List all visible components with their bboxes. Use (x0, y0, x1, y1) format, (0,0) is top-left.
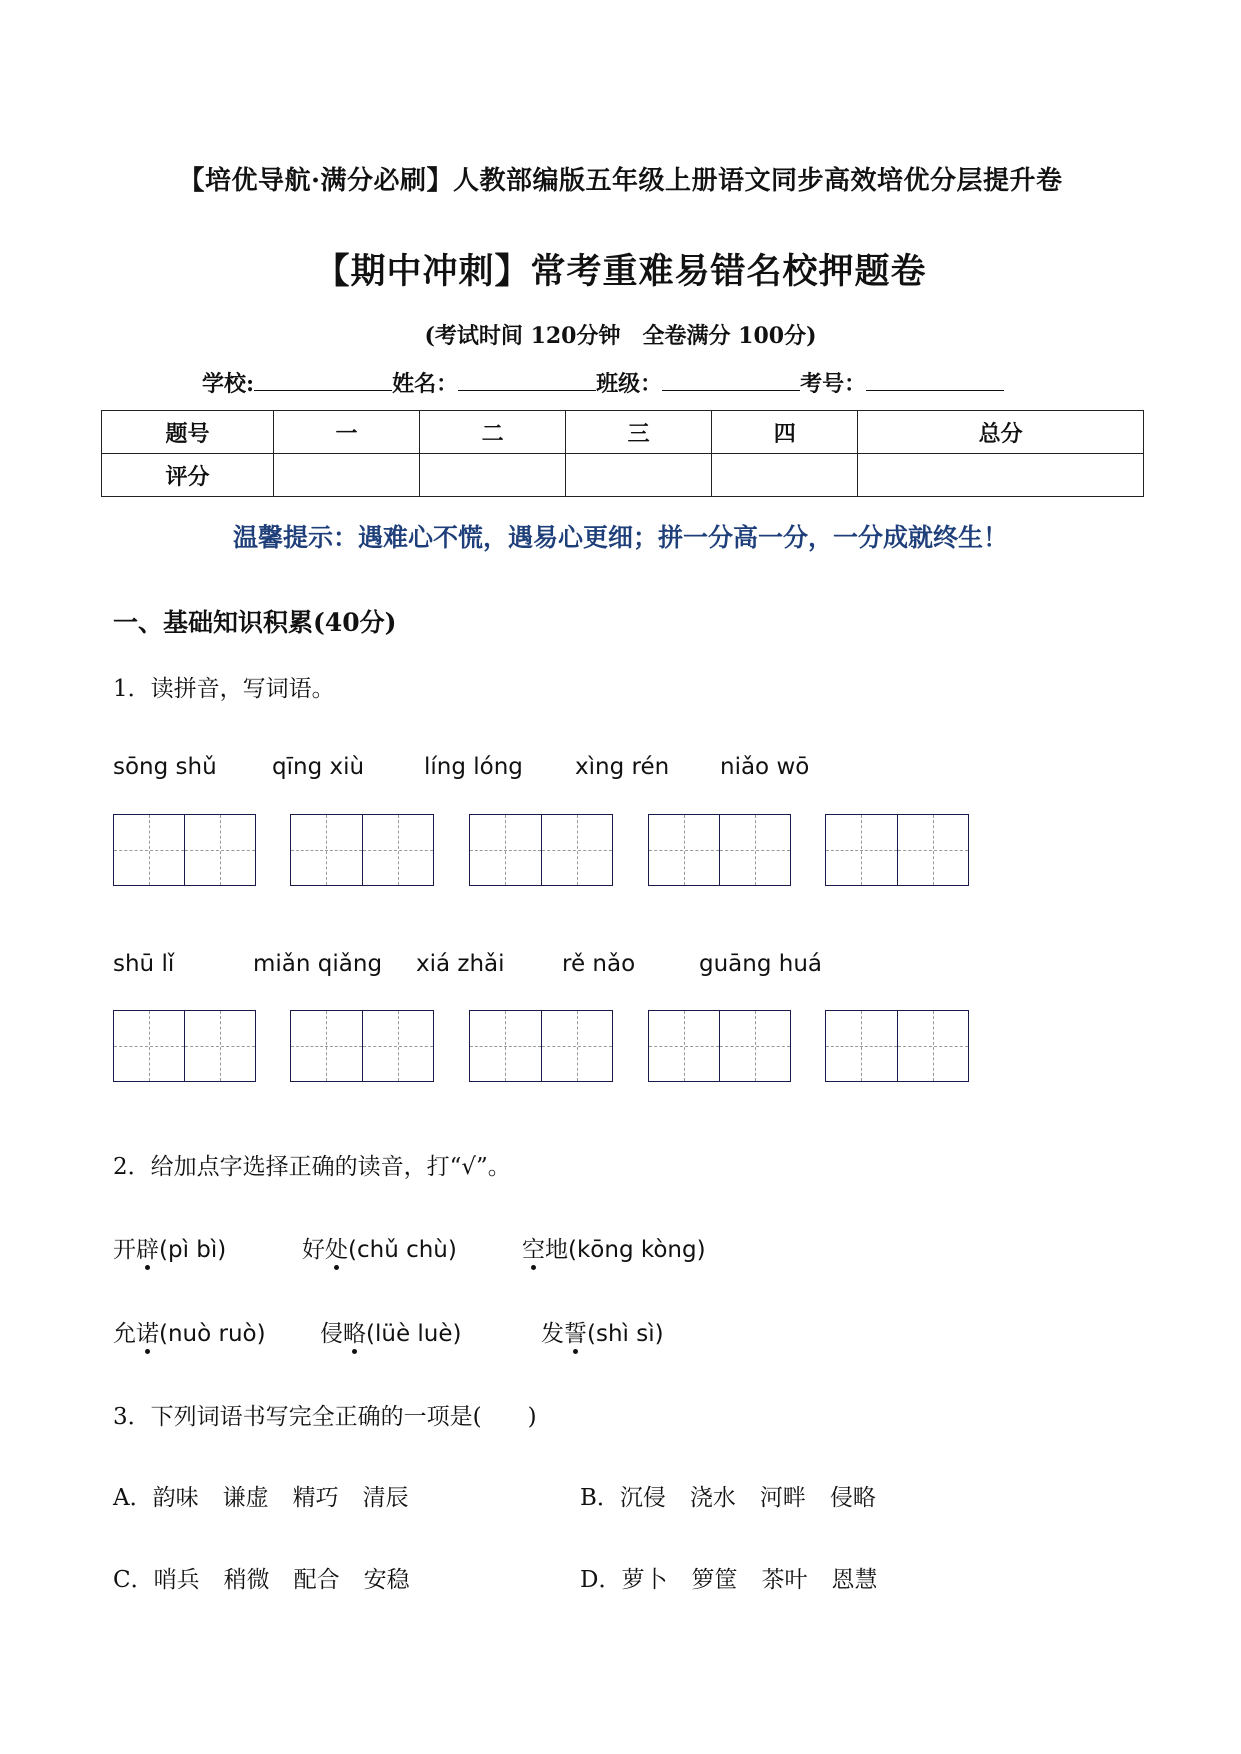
option-word: 谦虚 (222, 1485, 269, 1511)
writing-grid[interactable] (648, 814, 791, 886)
option-word: 河畔 (759, 1485, 806, 1511)
option-word: 精巧 (292, 1485, 339, 1511)
series-title: 【培优导航·满分必刷】人教部编版五年级上册语文同步高效培优分层提升卷 (178, 166, 1063, 196)
score-input-cell[interactable] (858, 454, 1144, 497)
score-cell: 一 (274, 411, 420, 454)
writing-grid[interactable] (469, 814, 613, 886)
exam-info: (考试时间 120分钟 全卷满分 100分) (424, 323, 817, 349)
pinyin-label: rě nǎo (562, 951, 636, 977)
pinyin-label: guāng huá (699, 951, 823, 977)
option-word: 沉侵 (619, 1485, 666, 1511)
option-word: 萝卜 (621, 1567, 668, 1593)
dotted-char: 略 (343, 1315, 366, 1348)
option-word: 配合 (293, 1567, 340, 1593)
option-word: 恩慧 (831, 1567, 878, 1593)
writing-grid[interactable] (113, 814, 256, 886)
option-word: 茶叶 (761, 1567, 808, 1593)
writing-grid[interactable] (290, 814, 434, 886)
reading-item (113, 1315, 266, 1348)
score-table (101, 410, 1144, 497)
dotted-char: 空 (522, 1231, 545, 1264)
dotted-char: 诺 (136, 1315, 159, 1348)
pinyin-choices[interactable]: (pì bì) (159, 1237, 227, 1263)
question-2: 2．给加点字选择正确的读音，打“√”。 (113, 1154, 511, 1180)
score-table-score-row (102, 454, 1144, 497)
item-char: 侵 (320, 1321, 343, 1347)
option-label: B． (580, 1485, 620, 1511)
option-label: A． (113, 1485, 153, 1511)
score-cell: 四 (712, 411, 858, 454)
name-label: 姓名： (392, 371, 459, 397)
school-label: 学校: (202, 371, 255, 397)
score-row-label: 评分 (102, 454, 274, 497)
option-word: 箩筐 (691, 1567, 738, 1593)
item-char: 发 (541, 1321, 564, 1347)
pinyin-choices[interactable]: (kōng kòng) (568, 1237, 706, 1263)
pinyin-label: xiá zhǎi (416, 951, 505, 977)
reading-item (302, 1231, 457, 1264)
option-a[interactable] (113, 1479, 409, 1512)
score-cell: 二 (420, 411, 566, 454)
score-cell: 题号 (102, 411, 274, 454)
pinyin-label: niǎo wō (720, 754, 810, 780)
score-input-cell[interactable] (274, 454, 420, 497)
pinyin-label: qīng xiù (272, 754, 365, 780)
option-label: D． (580, 1567, 622, 1593)
option-word: 侵略 (829, 1485, 876, 1511)
score-cell: 总分 (858, 411, 1144, 454)
pinyin-label: shū lǐ (113, 951, 175, 977)
option-word: 哨兵 (153, 1567, 200, 1593)
class-label: 班级： (596, 371, 663, 397)
option-b[interactable] (580, 1479, 876, 1512)
score-input-cell[interactable] (712, 454, 858, 497)
writing-grid[interactable] (648, 1010, 791, 1082)
reading-item (541, 1315, 664, 1348)
main-title: 【期中冲刺】常考重难易错名校押题卷 (314, 251, 927, 292)
option-word: 韵味 (152, 1485, 199, 1511)
section-heading: 一、基础知识积累(40分) (113, 608, 397, 637)
option-word: 稍微 (223, 1567, 270, 1593)
pinyin-choices[interactable]: (shì sì) (587, 1321, 664, 1347)
dotted-char: 处 (325, 1231, 348, 1264)
number-blank[interactable] (866, 370, 1004, 391)
pinyin-choices[interactable]: (chǔ chù) (348, 1237, 457, 1263)
name-blank[interactable] (458, 370, 596, 391)
option-word: 浇水 (689, 1485, 736, 1511)
reading-item (320, 1315, 462, 1348)
pinyin-label: miǎn qiǎng (253, 951, 383, 977)
school-blank[interactable] (254, 370, 392, 391)
writing-grid[interactable] (469, 1010, 613, 1082)
pinyin-label: xìng rén (575, 754, 670, 780)
score-cell: 三 (566, 411, 712, 454)
student-info-line (202, 367, 1004, 398)
score-table-header-row (102, 411, 1144, 454)
score-input-cell[interactable] (420, 454, 566, 497)
option-d[interactable] (580, 1561, 877, 1594)
option-word: 安稳 (363, 1567, 410, 1593)
reading-item (113, 1231, 226, 1264)
writing-grid[interactable] (825, 1010, 969, 1082)
writing-grid[interactable] (825, 814, 969, 886)
tip-text: 温馨提示：遇难心不慌，遇易心更细；拼一分高一分，一分成就终生！ (232, 523, 1008, 552)
writing-grid[interactable] (290, 1010, 434, 1082)
pinyin-label: líng lóng (424, 754, 523, 780)
item-char: 地 (545, 1237, 568, 1263)
reading-item (522, 1231, 706, 1264)
dotted-char: 辟 (136, 1231, 159, 1264)
pinyin-label: sōng shǔ (113, 754, 217, 780)
option-word: 清辰 (362, 1485, 409, 1511)
item-char: 好 (302, 1237, 325, 1263)
pinyin-choices[interactable]: (lüè luè) (366, 1321, 462, 1347)
number-label: 考号： (800, 371, 867, 397)
pinyin-choices[interactable]: (nuò ruò) (159, 1321, 266, 1347)
option-label: C． (113, 1567, 154, 1593)
class-blank[interactable] (662, 370, 800, 391)
question-3: 3．下列词语书写完全正确的一项是( ) (113, 1404, 537, 1430)
question-1: 1．读拼音，写词语。 (113, 676, 335, 702)
item-char: 开 (113, 1237, 136, 1263)
dotted-char: 誓 (564, 1315, 587, 1348)
writing-grid[interactable] (113, 1010, 256, 1082)
option-c[interactable] (113, 1561, 410, 1594)
item-char: 允 (113, 1321, 136, 1347)
score-input-cell[interactable] (566, 454, 712, 497)
